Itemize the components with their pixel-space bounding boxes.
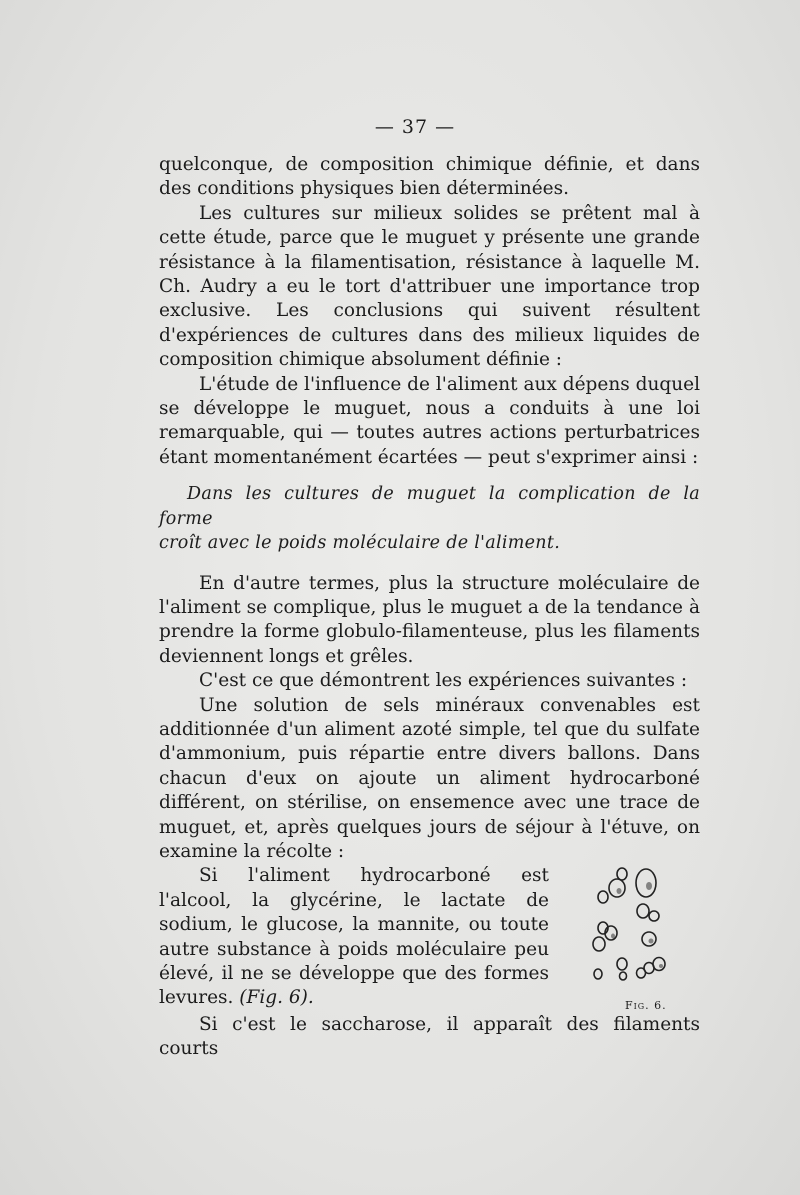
paragraph-4: En d'autre termes, plus la structure moléculaire de l'aliment se complique, plus le muguet a de la tendance à prendre la forme globulo-filamenteuse, plus les filaments deviennent longs et grêles. [159, 572, 700, 667]
yeast-cell [636, 869, 656, 897]
yeast-cell [653, 958, 665, 971]
paragraph-6: Une solution de sels minéraux convenables est additionnée d'un aliment azoté simple, tel que du sulfate d'ammonium, puis répartie entre divers ballons. Dans chacun d'eux on ajoute un aliment hydrocarboné différent, on stérilise, on ensemence avec une trace de muguet, et, après quelques jours de séjour à l'étuve, on examine la récolte : [159, 694, 700, 862]
paragraph-7 [159, 864, 549, 1010]
yeast-cell [642, 932, 656, 946]
yeast-cell [620, 972, 627, 980]
yeast-cell [609, 879, 625, 897]
yeast-cell [593, 937, 605, 951]
paragraph-2: Les cultures sur milieux solides se prêtent mal à cette étude, parce que le muguet y présente une grande résistance à la filamentisation, résistance à laquelle M. Ch. Audry a eu le tort d'attribuer une importance trop exclusive. Les conclusions qui suivent résultent d'expériences de cultures dans des milieux liquides de composition chimique absolument définie : [159, 202, 700, 371]
law-line-1: Dans les cultures de muguet la complication de la forme [159, 484, 700, 529]
yeast-cell [598, 891, 608, 903]
yeast-cell [649, 911, 659, 921]
yeast-cell [637, 904, 649, 918]
paragraph-5: C'est ce que démontrent les expériences suivantes : [199, 670, 688, 692]
body-text [159, 153, 700, 1062]
paragraph-1: quelconque, de composition chimique définie, et dans des conditions physiques bien déterminées. [159, 154, 700, 200]
paragraph-8: Si c'est le saccharose, il apparaît des filaments courts [159, 1013, 700, 1060]
figure-caption: Fig. 6. [625, 999, 667, 1013]
law-line-2: croît avec le poids moléculaire de l'aliment. [159, 533, 561, 554]
page-number: — 37 — [374, 116, 456, 138]
figure-6 [565, 866, 700, 1013]
law-statement [159, 482, 700, 555]
paragraph-7-text: Si l'aliment hydrocarboné est l'alcool, la glycérine, le lactate de sodium, le glucose, la mannite, ou toute autre substance à poids moléculaire peu élevé, il ne se développe que des formes levures. [159, 865, 549, 1009]
figure-wrap [159, 864, 700, 1013]
yeast-cell [617, 958, 627, 970]
figure-reference: (Fig. 6). [239, 987, 314, 1009]
yeast-cell [617, 868, 627, 880]
paragraph-3: L'étude de l'influence de l'aliment aux dépens duquel se développe le muguet, nous a conduits à une loi remarquable, qui — toutes autres actions perturbatrices étant momentanément écartées — peut s'exprimer ainsi : [159, 373, 700, 468]
yeast-cells-illustration [565, 866, 700, 1006]
yeast-cell [594, 969, 602, 979]
